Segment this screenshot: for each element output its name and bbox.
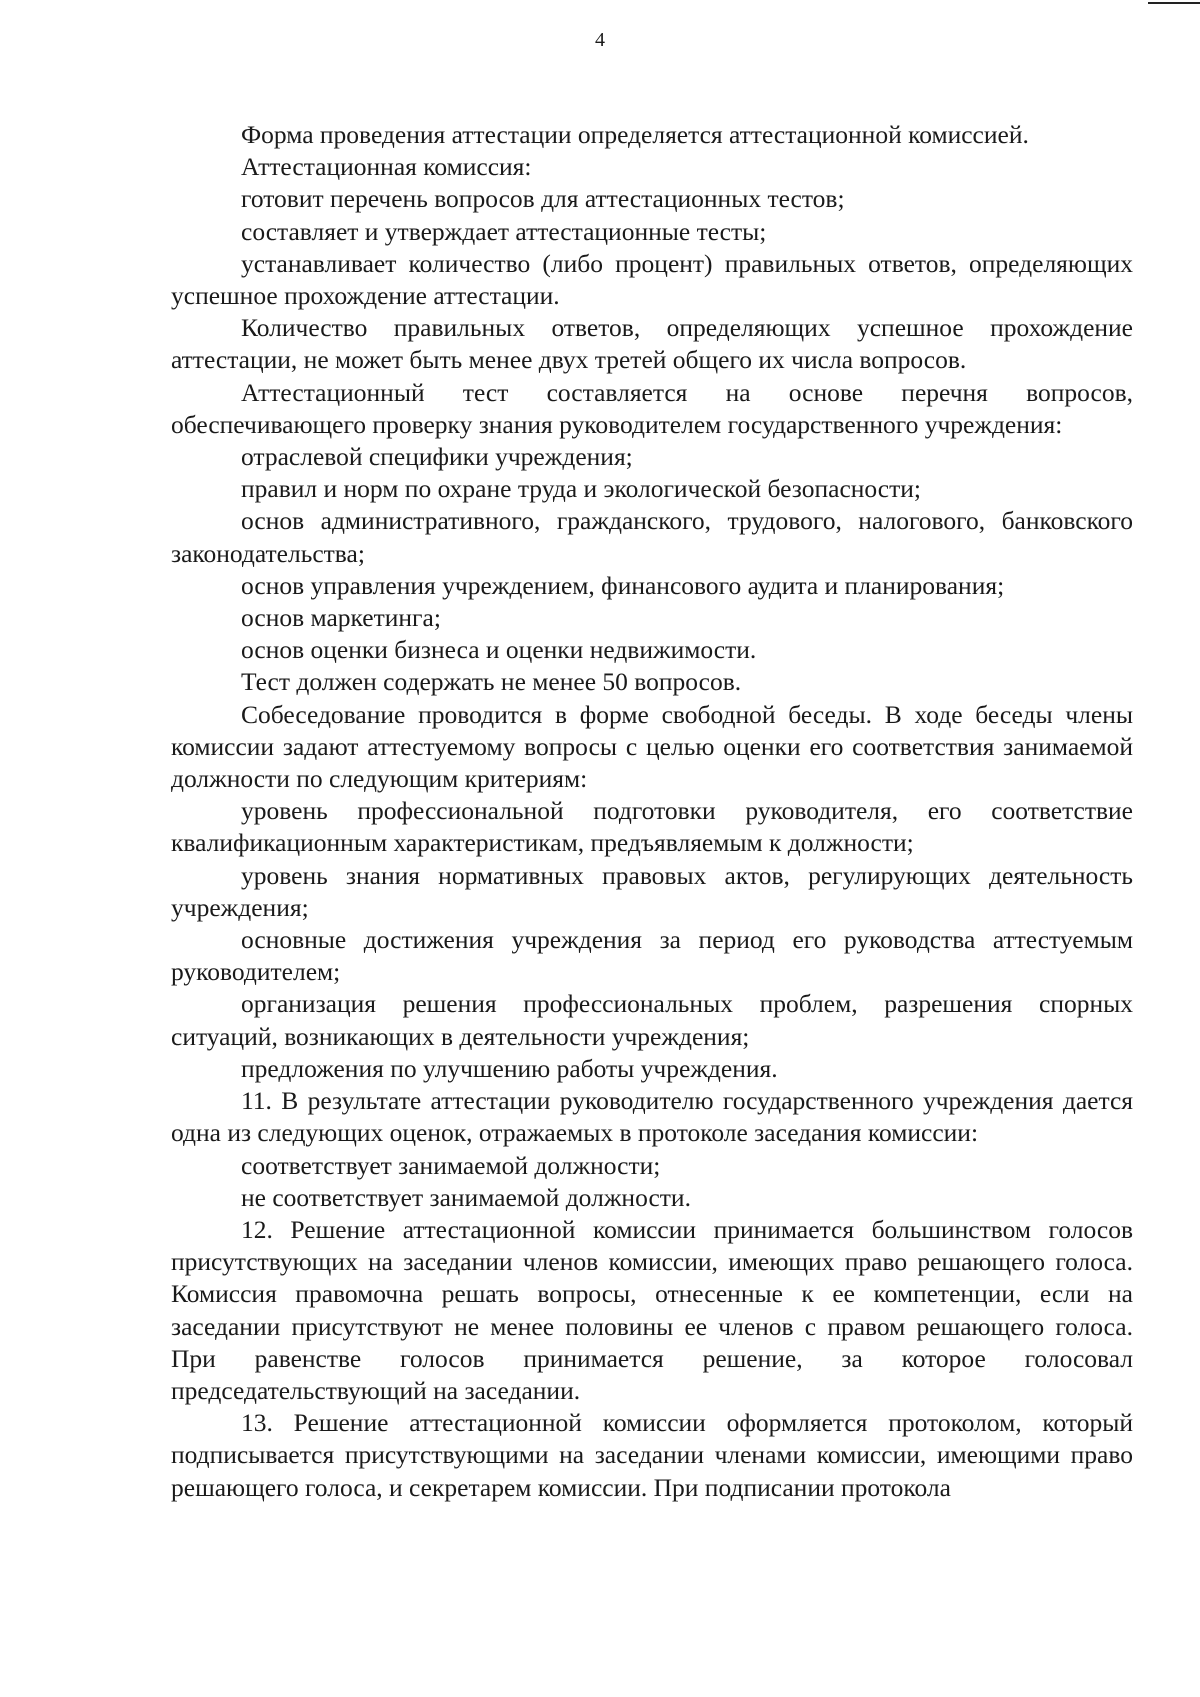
paragraph: Тест должен содержать не менее 50 вопросов. bbox=[241, 667, 742, 697]
list-item: основ управления учреждением, финансового аудита и планирования; bbox=[241, 570, 1005, 600]
list-item: организация решения профессиональных проблем, разрешения спорных ситуаций, возникающих в деятельности учреждения; bbox=[171, 989, 1133, 1051]
list-item: предложения по улучшению работы учреждения. bbox=[241, 1053, 778, 1083]
paragraph: Количество правильных ответов, определяющих успешное прохождение аттестации, не может быть менее двух третей общего их числа вопросов. bbox=[171, 313, 1133, 375]
list-item: основ оценки бизнеса и оценки недвижимости. bbox=[241, 635, 757, 665]
list-item: правил и норм по охране труда и экологической безопасности; bbox=[241, 474, 921, 504]
list-item: отраслевой специфики учреждения; bbox=[241, 442, 633, 472]
list-item: уровень профессиональной подготовки руководителя, его соответствие квалификационным характеристикам, предъявляемым к должности; bbox=[171, 796, 1133, 858]
list-item: основ административного, гражданского, трудового, налогового, банковского законодательства; bbox=[171, 506, 1133, 568]
list-item: составляет и утверждает аттестационные тесты; bbox=[241, 216, 767, 246]
numbered-paragraph: 13. Решение аттестационной комиссии оформляется протоколом, который подписывается присутствующими на заседании членами комиссии, имеющими право решающего голоса, и секретарем комиссии. При подписании протокола bbox=[171, 1408, 1133, 1502]
list-item: не соответствует занимаемой должности. bbox=[241, 1182, 691, 1212]
numbered-paragraph: 11. В результате аттестации руководителю государственного учреждения дается одна из следующих оценок, отражаемых в протоколе заседания комиссии: bbox=[171, 1086, 1133, 1148]
document-body bbox=[171, 119, 1133, 1504]
paragraph: Собеседование проводится в форме свободной беседы. В ходе беседы члены комиссии задают аттестуемому вопросы с целью оценки его соответствия занимаемой должности по следующим критериям: bbox=[171, 699, 1133, 794]
list-item: уровень знания нормативных правовых актов, регулирующих деятельность учреждения; bbox=[171, 860, 1133, 922]
page-number: 4 bbox=[595, 29, 605, 51]
paragraph: Аттестационный тест составляется на основе перечня вопросов, обеспечивающего проверку знания руководителем государственного учреждения: bbox=[171, 377, 1133, 439]
list-item: соответствует занимаемой должности; bbox=[241, 1150, 661, 1180]
corner-line bbox=[1148, 2, 1200, 4]
paragraph: Форма проведения аттестации определяется аттестационной комиссией. bbox=[241, 120, 1029, 149]
list-item: готовит перечень вопросов для аттестационных тестов; bbox=[241, 184, 845, 214]
paragraph: Аттестационная комиссия: bbox=[241, 152, 532, 182]
list-item: основ маркетинга; bbox=[241, 603, 441, 633]
numbered-paragraph: 12. Решение аттестационной комиссии принимается большинством голосов присутствующих на заседании членов комиссии, имеющих право решающего голоса. Комиссия правомочна решать вопросы, отнесенные к ее компетенции, если на заседании присутствуют не менее половины ее членов с правом решающего голоса. При равенстве голосов принимается решение, за которое голосовал председательствующий на заседании. bbox=[171, 1214, 1133, 1405]
list-item: основные достижения учреждения за период его руководства аттестуемым руководителем; bbox=[171, 925, 1133, 987]
list-item: устанавливает количество (либо процент) правильных ответов, определяющих успешное прохождение аттестации. bbox=[171, 248, 1133, 311]
